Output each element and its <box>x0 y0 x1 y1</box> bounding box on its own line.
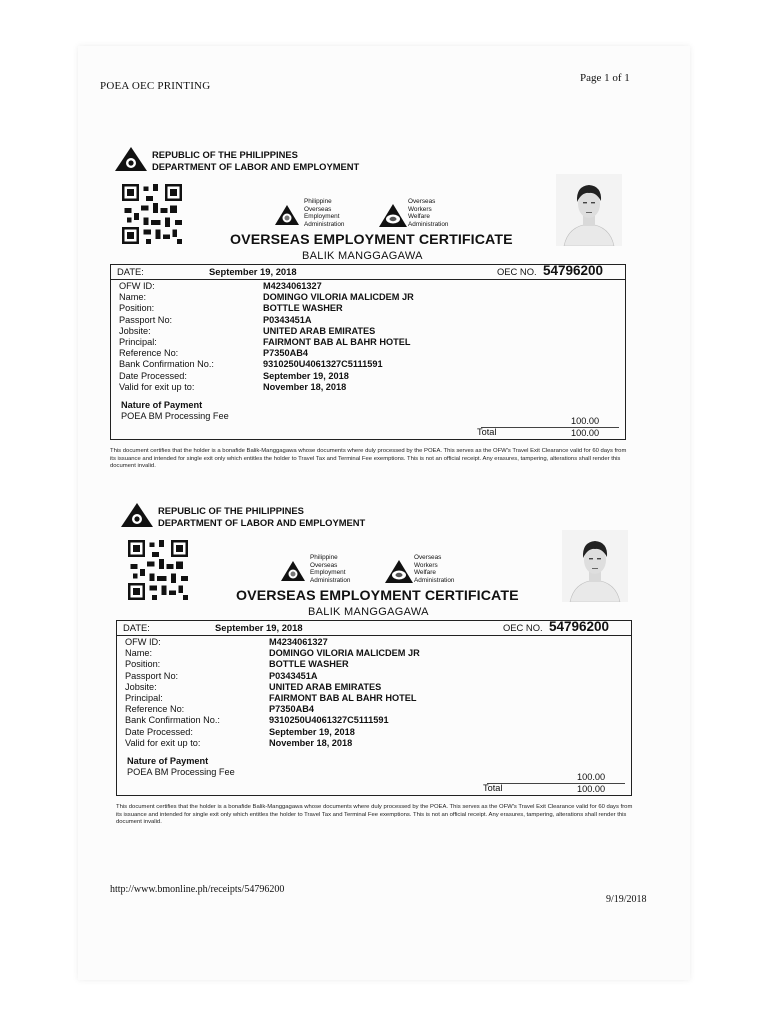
field-value: BOTTLE WASHER <box>263 303 343 314</box>
certificate-subtitle: BALIK MANGGAGAWA <box>302 250 423 262</box>
field-row <box>119 382 599 393</box>
certificate-details-box <box>116 620 632 796</box>
field-label: Jobsite: <box>119 325 151 336</box>
certificate-subtitle: BALIK MANGGAGAWA <box>308 606 429 618</box>
agency-line-1: REPUBLIC OF THE PHILIPPINES <box>152 149 298 160</box>
field-label: Reference No: <box>119 348 179 359</box>
dole-logo-icon <box>120 502 154 528</box>
payment-amount: 100.00 <box>577 772 606 782</box>
certificate-copy-1 <box>110 140 630 480</box>
field-row <box>119 359 599 370</box>
owwa-line: Workers <box>408 205 432 213</box>
disclaimer-text: This document certifies that the holder is a bonafide Balik-Manggagawa whose documents where duly processed by the POEA. This serves as the OFW's Travel Exit Clearance valid for 60 days from its issuance and intended for single exit only which entitles the holder to Travel Tax and Terminal Fee exemptions. This is not an official receipt. Any erasures, tampering, alterations shall render this document invalid. <box>116 804 633 826</box>
total-amount: 100.00 <box>577 784 606 794</box>
field-label: Principal: <box>125 692 163 703</box>
field-row <box>125 715 605 726</box>
certificate-title: OVERSEAS EMPLOYMENT CERTIFICATE <box>230 232 513 248</box>
owwa-emblem-icon <box>378 204 408 228</box>
field-row <box>125 671 605 682</box>
poea-line: Overseas <box>310 561 338 569</box>
date-label: DATE: <box>123 622 150 633</box>
owwa-line: Welfare <box>408 213 430 221</box>
date-value: September 19, 2018 <box>209 266 297 277</box>
poea-line: Employment <box>310 569 346 577</box>
field-row <box>125 659 605 670</box>
field-row <box>119 337 599 348</box>
field-value: FAIRMONT BAB AL BAHR HOTEL <box>269 692 417 703</box>
field-label: Name: <box>119 292 147 303</box>
owwa-emblem-icon <box>384 560 414 584</box>
field-value: 9310250U4061327C5111591 <box>269 715 389 726</box>
ofw-photo <box>562 530 628 602</box>
field-row <box>125 693 605 704</box>
field-label: Position: <box>125 659 161 670</box>
oec-number: 54796200 <box>549 619 610 634</box>
field-value: November 18, 2018 <box>263 381 347 392</box>
certificate-title: OVERSEAS EMPLOYMENT CERTIFICATE <box>236 588 519 604</box>
oec-number-label: OEC NO. <box>503 622 543 633</box>
owwa-line: Welfare <box>414 569 436 577</box>
field-row <box>119 292 599 303</box>
certificate-details-box <box>110 264 626 440</box>
date-row <box>111 265 625 280</box>
field-row <box>119 371 599 382</box>
field-value: November 18, 2018 <box>269 737 353 748</box>
field-row <box>119 348 599 359</box>
total-label: Total <box>477 427 497 437</box>
date-value: September 19, 2018 <box>215 622 303 633</box>
field-label: Principal: <box>119 336 157 347</box>
ofw-photo <box>556 174 622 246</box>
field-value: P7350AB4 <box>269 704 314 715</box>
poea-line: Administration <box>304 220 345 228</box>
field-label: Date Processed: <box>119 370 187 381</box>
field-value: DOMINGO VILORIA MALICDEM JR <box>263 292 414 303</box>
agency-line-2: DEPARTMENT OF LABOR AND EMPLOYMENT <box>158 517 366 528</box>
field-value: BOTTLE WASHER <box>269 659 349 670</box>
field-value: UNITED ARAB EMIRATES <box>269 681 382 692</box>
field-value: 9310250U4061327C5111591 <box>263 359 383 370</box>
receipt-url[interactable]: http://www.bmonline.ph/receipts/54796200 <box>110 884 285 895</box>
payment-item: POEA BM Processing Fee <box>127 767 235 777</box>
poea-line: Administration <box>310 576 351 584</box>
field-label: Date Processed: <box>125 726 193 737</box>
payment-item: POEA BM Processing Fee <box>121 411 229 421</box>
print-header: POEA OEC PRINTING <box>100 80 211 92</box>
field-row <box>125 637 605 648</box>
agency-line-1: REPUBLIC OF THE PHILIPPINES <box>158 505 304 516</box>
field-row <box>119 303 599 314</box>
field-list <box>119 281 599 393</box>
field-row <box>119 326 599 337</box>
oec-number: 54796200 <box>543 263 604 278</box>
field-label: Passport No: <box>119 314 173 325</box>
field-value: September 19, 2018 <box>269 726 355 737</box>
date-row <box>117 621 631 636</box>
field-row <box>119 281 599 292</box>
field-row <box>125 704 605 715</box>
owwa-line: Overseas <box>408 198 436 205</box>
field-label: Name: <box>125 648 153 659</box>
field-row <box>125 738 605 749</box>
field-label: Valid for exit up to: <box>119 381 195 392</box>
field-label: OFW ID: <box>125 637 161 647</box>
owwa-line: Overseas <box>414 554 442 561</box>
poea-emblem-icon <box>280 560 306 582</box>
field-list <box>125 637 605 749</box>
field-value: M4234061327 <box>269 637 328 647</box>
field-value: M4234061327 <box>263 281 322 291</box>
field-row <box>125 648 605 659</box>
field-label: Valid for exit up to: <box>125 737 201 748</box>
qr-code-icon <box>128 540 188 600</box>
payment-amount: 100.00 <box>571 416 600 426</box>
date-label: DATE: <box>117 266 144 277</box>
field-value: DOMINGO VILORIA MALICDEM JR <box>269 648 420 659</box>
owwa-line: Administration <box>414 576 455 584</box>
oec-number-label: OEC NO. <box>497 266 537 277</box>
field-label: Bank Confirmation No.: <box>119 359 214 370</box>
field-label: Position: <box>119 303 155 314</box>
total-amount: 100.00 <box>571 428 600 438</box>
field-row <box>125 682 605 693</box>
disclaimer-text: This document certifies that the holder is a bonafide Balik-Manggagawa whose documents where duly processed by the POEA. This serves as the OFW's Travel Exit Clearance valid for 60 days from its issuance and intended for single exit only which entitles the holder to Travel Tax and Terminal Fee exemptions. This is not an official receipt. Any erasures, tampering, alterations shall render this document invalid. <box>110 448 627 470</box>
poea-line: Employment <box>304 213 340 221</box>
print-date: 9/19/2018 <box>606 894 647 905</box>
poea-line: Philippine <box>310 554 338 561</box>
field-row <box>125 727 605 738</box>
field-label: Jobsite: <box>125 681 157 692</box>
owwa-line: Workers <box>414 561 438 569</box>
field-label: Bank Confirmation No.: <box>125 715 220 726</box>
field-value: September 19, 2018 <box>263 370 349 381</box>
page-number: Page 1 of 1 <box>580 72 630 84</box>
field-value: P0343451A <box>263 314 312 325</box>
field-label: Passport No: <box>125 670 179 681</box>
poea-emblem-icon <box>274 204 300 226</box>
poea-line: Overseas <box>304 205 332 213</box>
field-value: P0343451A <box>269 670 318 681</box>
dole-logo-icon <box>114 146 148 172</box>
total-label: Total <box>483 783 503 793</box>
payment-header: Nature of Payment <box>121 400 203 410</box>
owwa-line: Administration <box>408 220 449 228</box>
poea-line: Philippine <box>304 198 332 205</box>
agency-line-2: DEPARTMENT OF LABOR AND EMPLOYMENT <box>152 161 360 172</box>
field-label: OFW ID: <box>119 281 155 291</box>
field-value: FAIRMONT BAB AL BAHR HOTEL <box>263 336 411 347</box>
field-value: UNITED ARAB EMIRATES <box>263 325 376 336</box>
qr-code-icon <box>122 184 182 244</box>
field-row <box>119 315 599 326</box>
field-value: P7350AB4 <box>263 348 308 359</box>
certificate-copy-2 <box>116 496 636 836</box>
payment-header: Nature of Payment <box>127 756 209 766</box>
field-label: Reference No: <box>125 704 185 715</box>
